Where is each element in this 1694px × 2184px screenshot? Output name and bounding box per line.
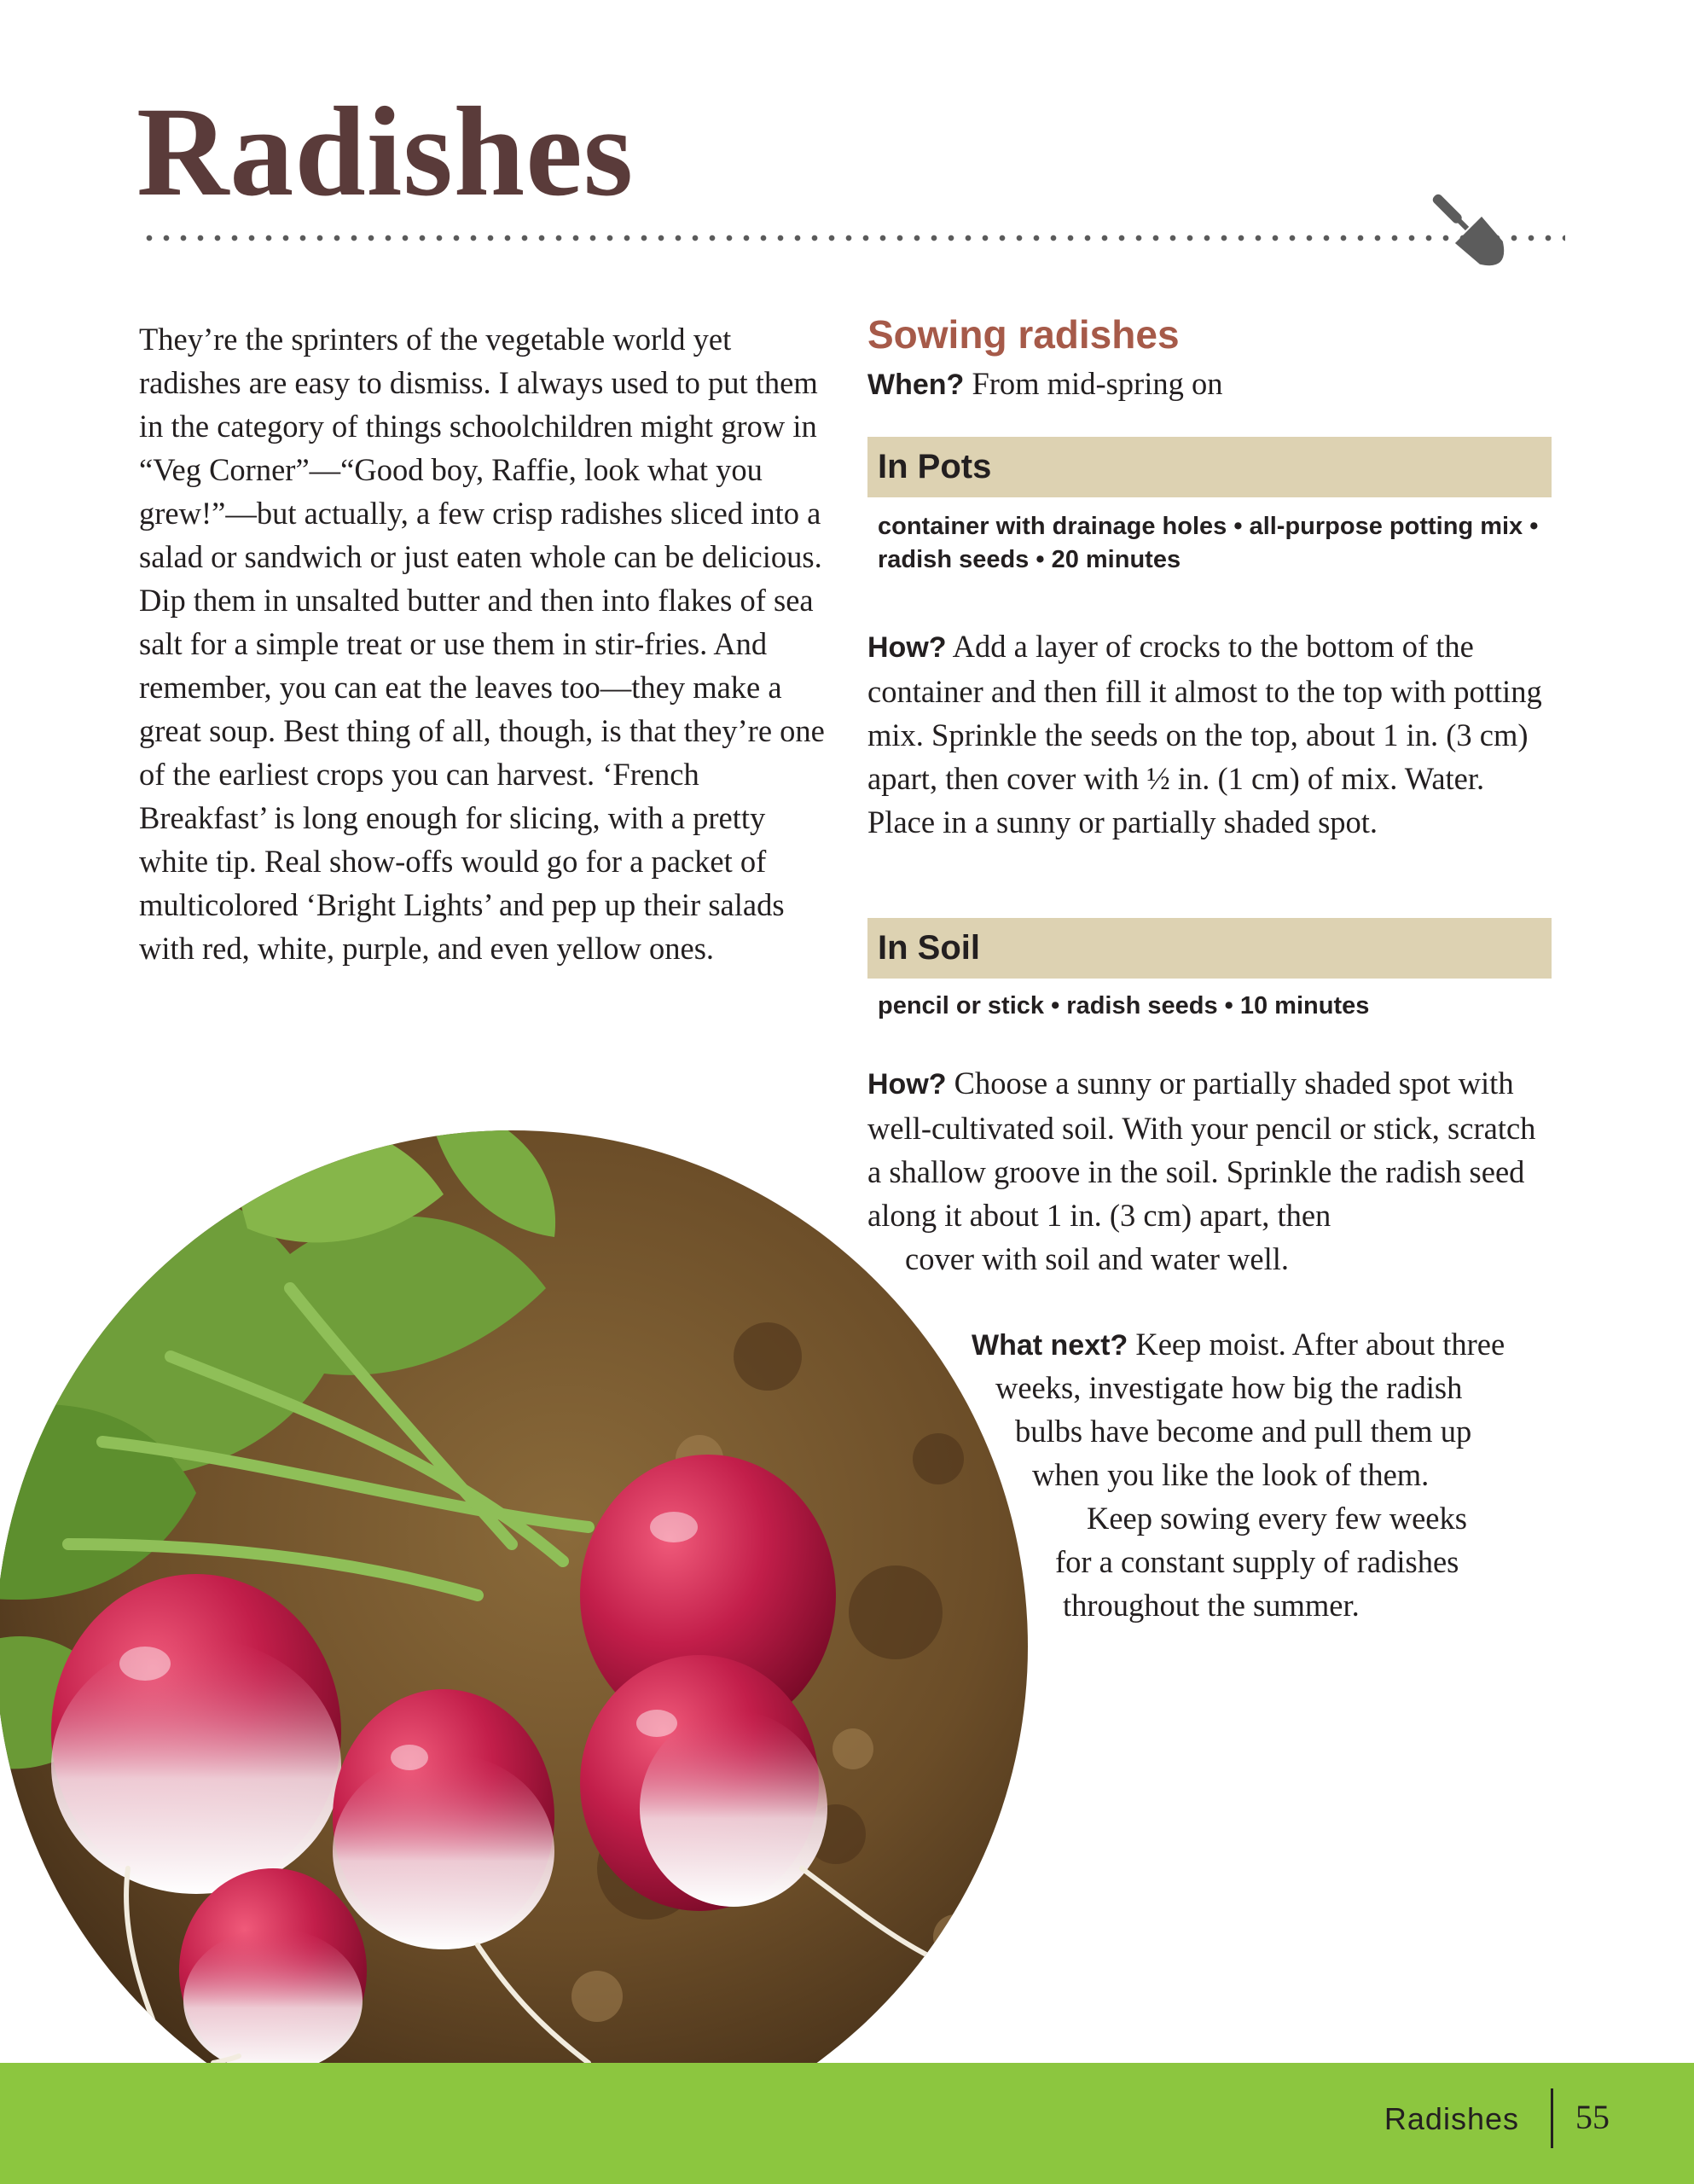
pots-how-text: Add a layer of crocks to the bottom of the container and then fill it almost to the top with potting mix. Sprinkle the seeds on the top, about 1 in. (3 cm) apart, then cover with ½ in. (1 cm) of mix. Water. Place in a sunny or partially shaded spot. [867, 629, 1542, 839]
radish-photo [0, 1101, 1028, 2063]
trowel-icon [1416, 177, 1527, 288]
pots-how-label: How? [867, 631, 947, 664]
footer-chapter-label: Radishes [1384, 2101, 1519, 2136]
footer-divider [1551, 2088, 1553, 2148]
in-soil-heading: In Soil [867, 918, 1552, 979]
what-next-line-7: throughout the summer. [1063, 1588, 1360, 1623]
footer-band [0, 2063, 1694, 2184]
what-next-line-1 [972, 1322, 1505, 1368]
what-next-line-3: bulbs have become and pull them up [1015, 1414, 1472, 1449]
when-line [867, 362, 1552, 407]
soil-how-label: How? [867, 1068, 947, 1101]
sowing-section [867, 307, 1552, 407]
what-next-line-4: when you like the look of them. [1032, 1457, 1430, 1492]
what-next-text-1: Keep moist. After about three [1128, 1327, 1505, 1362]
what-next-line-5: Keep sowing every few weeks [1087, 1501, 1467, 1536]
when-text: From mid-spring on [964, 366, 1223, 401]
what-next-line-6: for a constant supply of radishes [1055, 1544, 1459, 1579]
soil-how-text: Choose a sunny or partially shaded spot with well-cultivated soil. With your pencil or stick, scratch a shallow groove in the soil. Sprinkle the radish seed along it about 1 in. (3 cm) apart, then [867, 1066, 1536, 1233]
section-heading: Sowing radishes [867, 312, 1180, 357]
pots-how-paragraph [867, 624, 1552, 844]
when-label: When? [867, 369, 965, 401]
in-pots-heading: In Pots [867, 437, 1552, 497]
soil-materials: pencil or stick • radish seeds • 10 minutes [878, 992, 1370, 1019]
what-next-label: What next? [972, 1329, 1128, 1362]
what-next-line-2: weeks, investigate how big the radish [995, 1370, 1463, 1405]
intro-paragraph: They’re the sprinters of the vegetable world yet radishes are easy to dismiss. I always used to put them in the category of things schoolchildren might grow in “Veg Corner”—“Good boy, Raffie, look what you grew!”—but actually, a few crisp radishes sliced into a salad or sandwich or just eaten whole can be delicious. Dip them in unsalted butter and then into flakes of sea salt for a simple treat or use them in stir-fries. And remember, you can eat the leaves too—they make a great soup. Best thing of all, though, is that they’re one of the earliest crops you can harvest. ‘French Breakfast’ is long enough for slicing, with a pretty white tip. Real show-offs would go for a packet of multicolored ‘Bright Lights’ and pep up their salads with red, white, purple, and even yellow ones. [139, 322, 825, 966]
page-title: Radishes [136, 81, 635, 223]
pots-materials: container with drainage holes • all-purpose potting mix • radish seeds • 20 minutes [878, 513, 1539, 573]
page-number: 55 [1575, 2098, 1610, 2136]
soil-how-last-line: cover with soil and water well. [905, 1241, 1290, 1276]
dotted-title-rule [141, 234, 1565, 242]
